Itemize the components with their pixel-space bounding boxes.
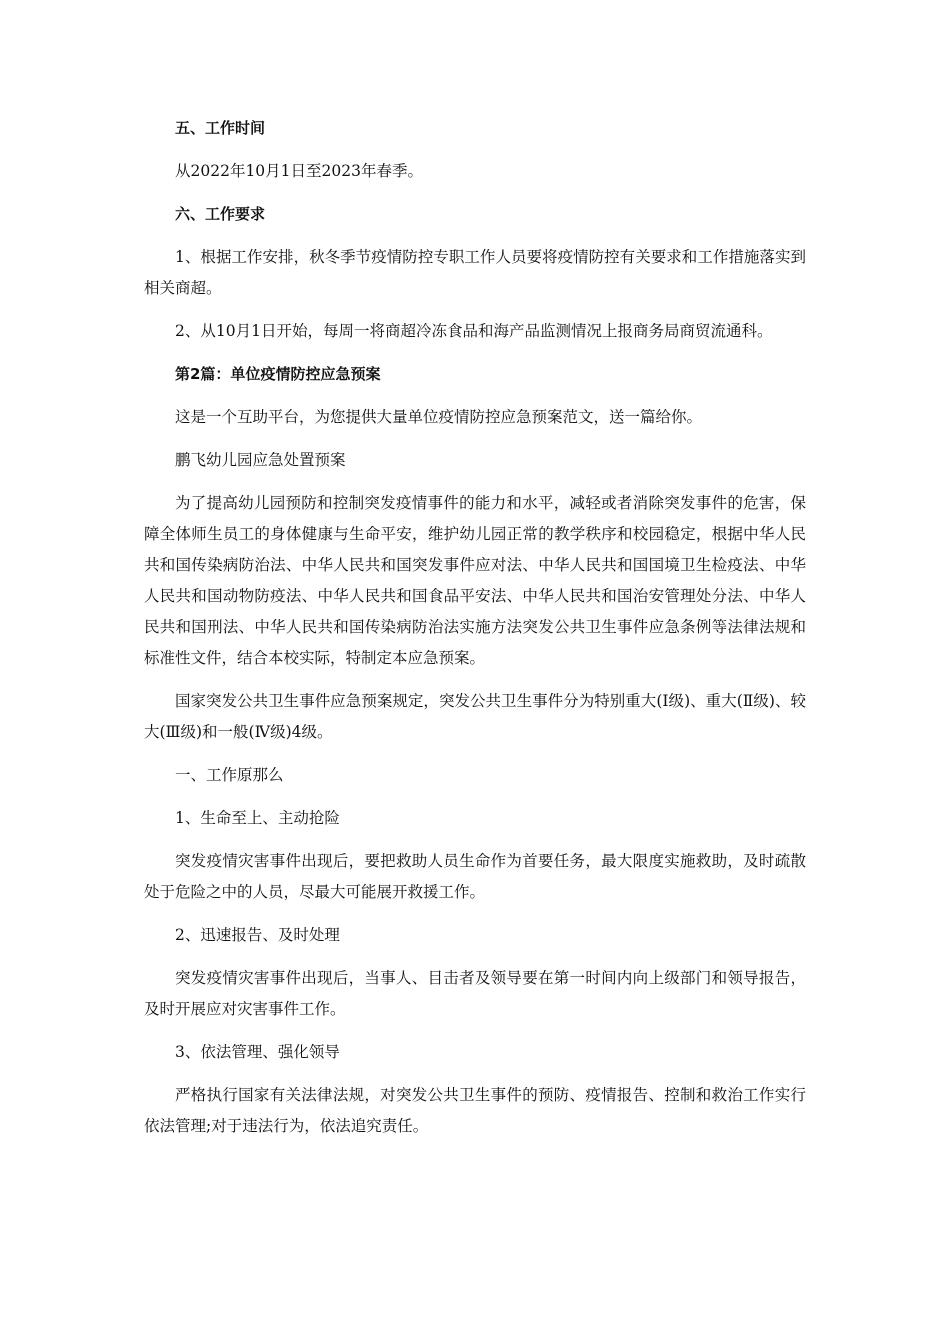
article-heading: 第2篇：单位疫情防控应急预案 (175, 365, 381, 383)
paragraph: 为了提高幼儿园预防和控制突发疫情事件的能力和水平，减轻或者消除突发事件的危害，保障全体师生员工的身体健康与生命平安，维护幼儿园正常的教学秩序和校园稳定，根据中华人民共和国传染病防治法、中华人民共和国突发事件应对法、中华人民共和国国境卫生检疫法、中华人民共和国动物防疫法、中华人民共和国食品平安法、中华人民共和国治安管理处分法、中华人民共和国刑法、中华人民共和国传染病防治法实施方法突发公共卫生事件应急条例等法律法规和标准性文件，结合本校实际，特制定本应急预案。 (144, 494, 806, 667)
paragraph: 从2022年10月1日至2023年春季。 (175, 162, 423, 180)
paragraph: 1、生命至上、主动抢险 (175, 809, 340, 827)
paragraph: 2、迅速报告、及时处理 (175, 926, 340, 944)
section-heading-work-requirements: 六、工作要求 (175, 205, 266, 223)
paragraph: 这是一个互助平台，为您提供大量单位疫情防控应急预案范文，送一篇给你。 (175, 408, 703, 426)
paragraph: 3、依法管理、强化领导 (175, 1043, 340, 1061)
document-body (144, 113, 806, 1142)
paragraph: 突发疫情灾害事件出现后，要把救助人员生命作为首要任务，最大限度实施救助，及时疏散处于危险之中的人员，尽最大可能展开救援工作。 (144, 852, 806, 901)
section-heading-work-time: 五、工作时间 (175, 119, 266, 137)
paragraph: 国家突发公共卫生事件应急预案规定，突发公共卫生事件分为特别重大(Ⅰ级)、重大(Ⅱ级)、较大(Ⅲ级)和一般(Ⅳ级)4级。 (144, 692, 806, 741)
paragraph: 1、根据工作安排，秋冬季节疫情防控专职工作人员要将疫情防控有关要求和工作措施落实到相关商超。 (144, 248, 806, 297)
paragraph: 2、从10月1日开始，每周一将商超冷冻食品和海产品监测情况上报商务局商贸流通科。 (175, 322, 773, 340)
paragraph: 严格执行国家有关法律法规，对突发公共卫生事件的预防、疫情报告、控制和救治工作实行依法管理;对于违法行为，依法追究责任。 (144, 1086, 806, 1135)
paragraph: 鹏飞幼儿园应急处置预案 (175, 451, 346, 469)
paragraph: 一、工作原那么 (175, 766, 284, 784)
paragraph: 突发疫情灾害事件出现后，当事人、目击者及领导要在第一时间内向上级部门和领导报告，及时开展应对灾害事件工作。 (144, 969, 806, 1018)
